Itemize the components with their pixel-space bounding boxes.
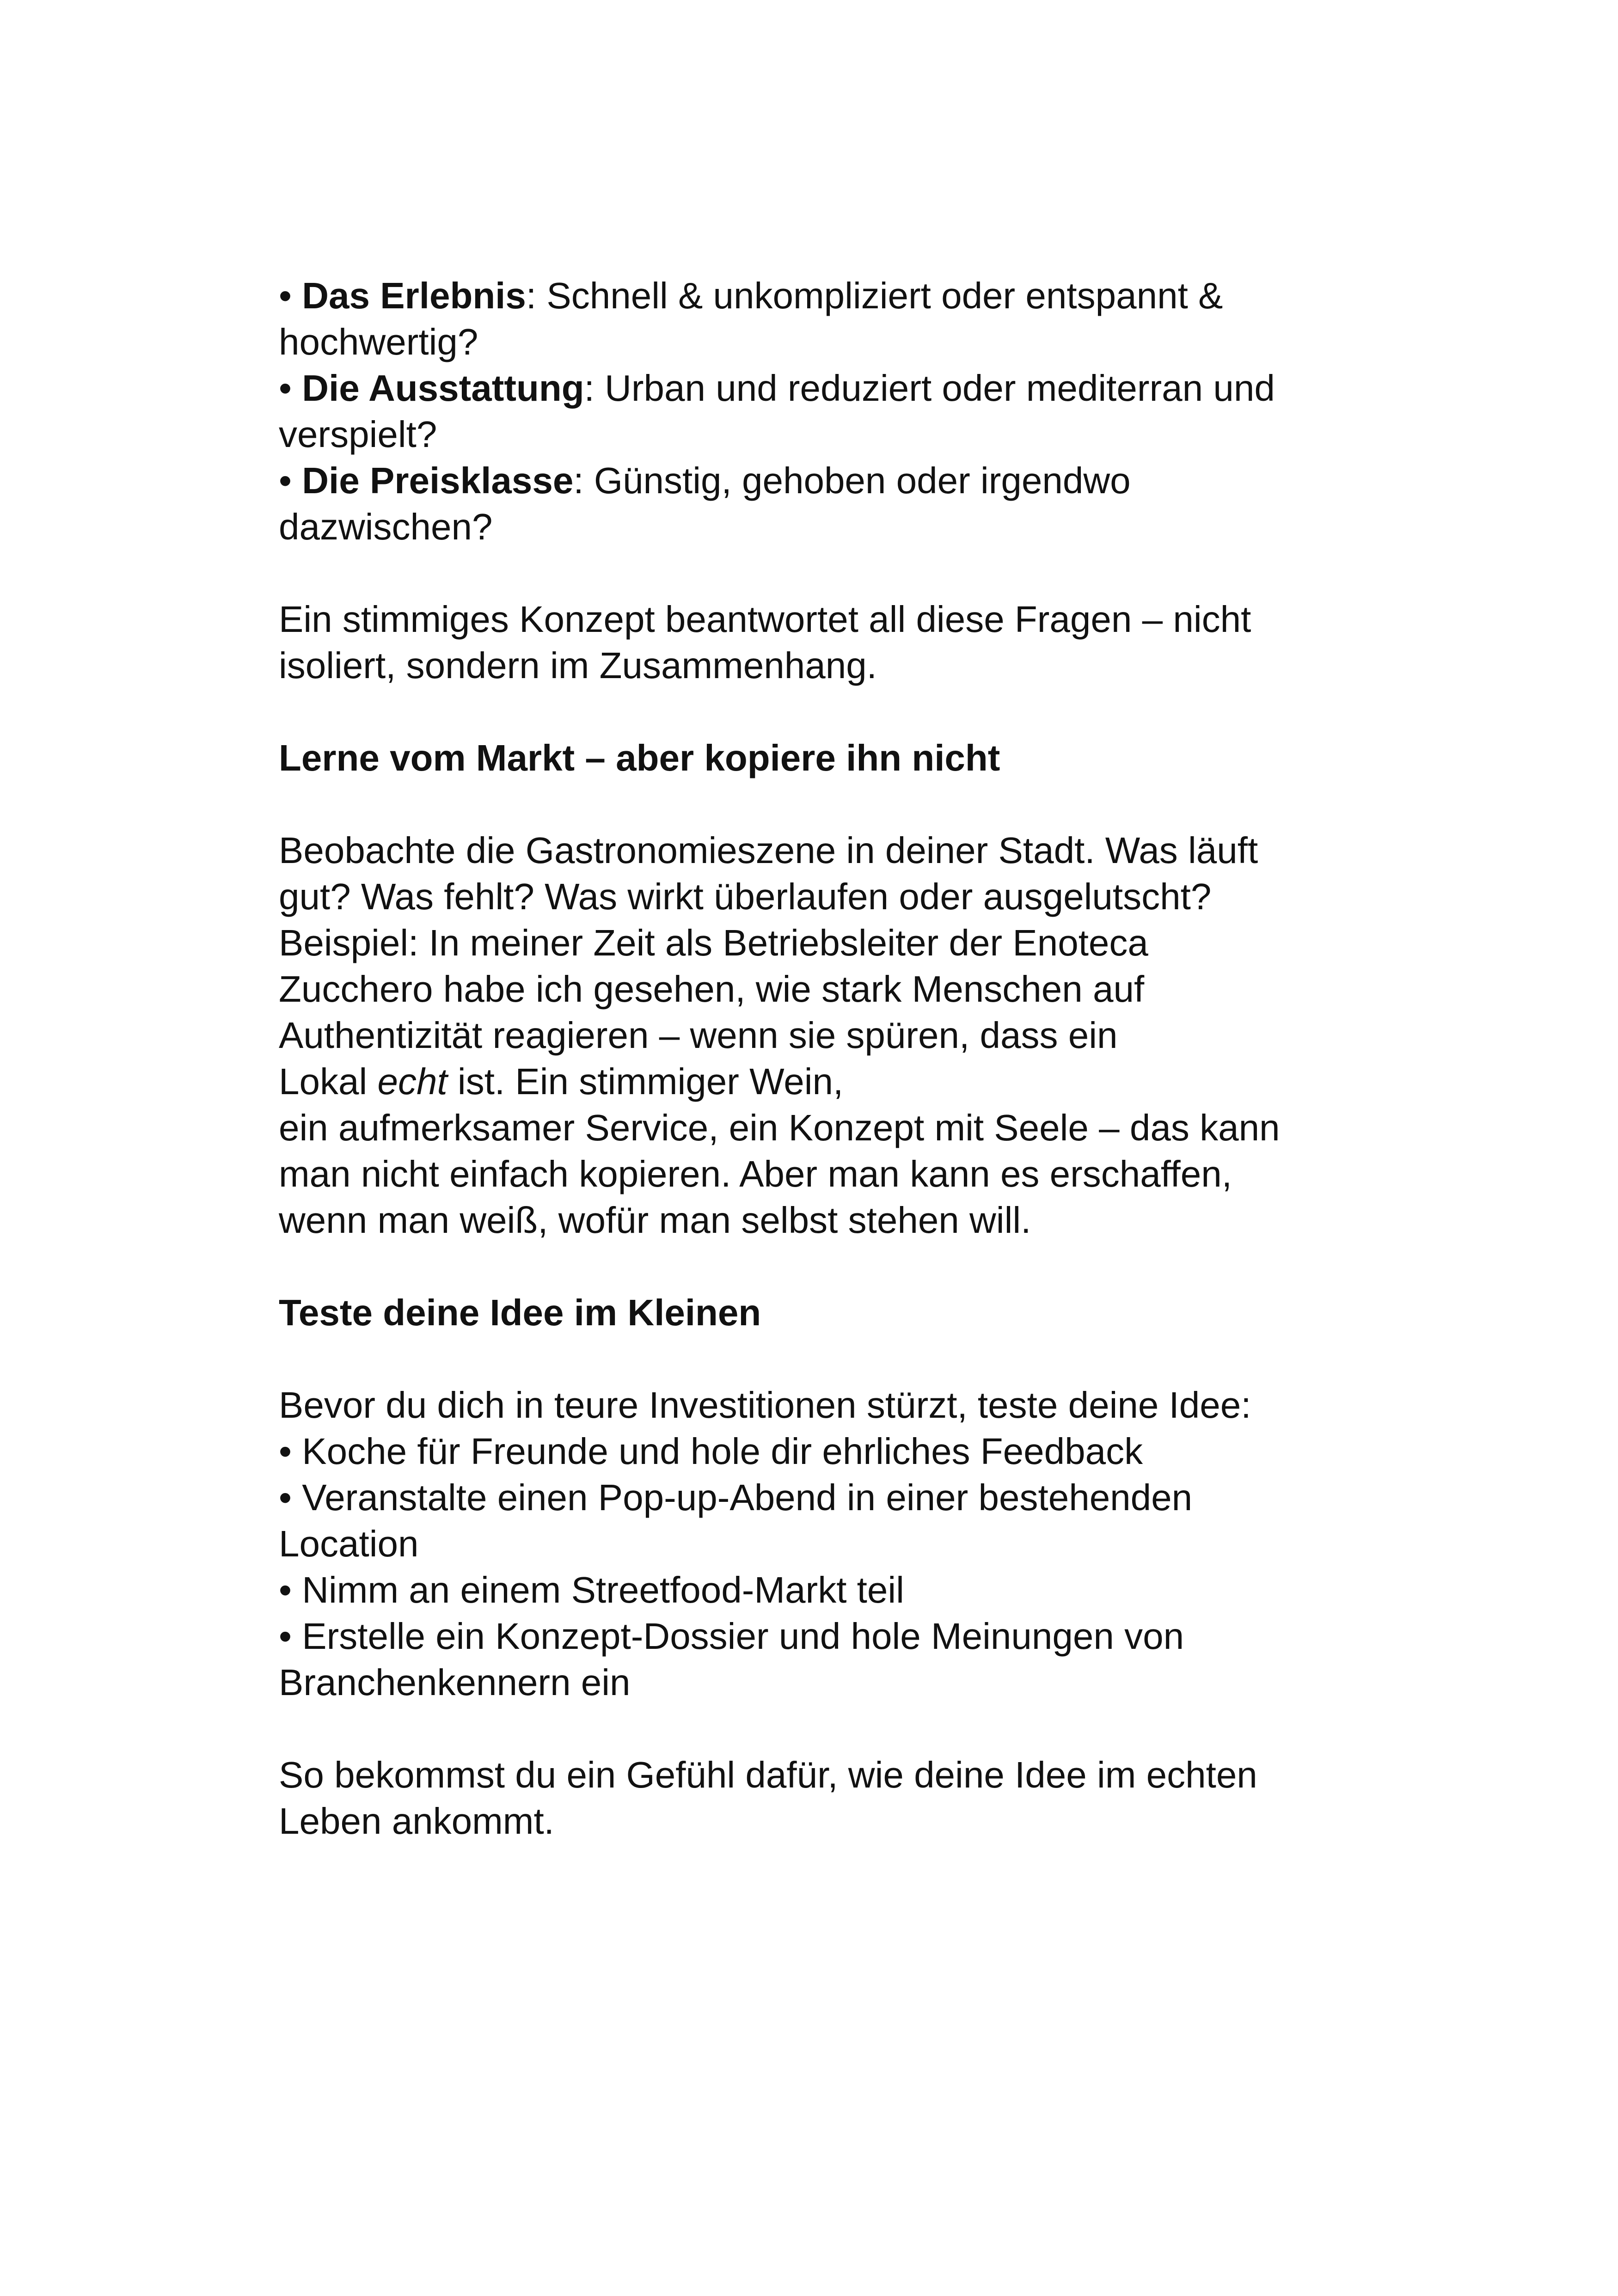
paragraph-line: isoliert, sondern im Zusammenhang. [279, 645, 877, 686]
bullet-glyph: • [279, 1616, 292, 1657]
list-item [279, 365, 1361, 411]
paragraph-line: man nicht einfach kopieren. Aber man kann es erschaffen, [279, 1153, 1232, 1194]
paragraph-gap [279, 1336, 1361, 1382]
paragraph-line: gut? Was fehlt? Was wirkt überlaufen oder ausgelutscht? [279, 876, 1212, 917]
list-item-label: Die Ausstattung [302, 367, 584, 409]
concept-paragraph [279, 596, 1361, 689]
intro-list [279, 273, 1361, 550]
bullet-glyph: • [279, 1431, 292, 1472]
bullet-glyph: • [279, 275, 292, 316]
bullet-glyph: • [279, 460, 292, 501]
document-body [279, 273, 1361, 1844]
list-item-text: Erstelle ein Konzept-Dossier und hole Meinungen von [302, 1616, 1184, 1657]
list-item-label: Die Preisklasse [302, 460, 574, 501]
test-paragraph [279, 1382, 1361, 1706]
list-item-continuation: Branchenkennern ein [279, 1662, 631, 1703]
paragraph-line [279, 1059, 1361, 1105]
list-item-continuation: dazwischen? [279, 506, 493, 547]
closing-paragraph [279, 1752, 1361, 1844]
list-item [279, 1613, 1361, 1659]
list-item-text: Nimm an einem Streetfood-Markt teil [302, 1569, 904, 1610]
list-item [279, 458, 1361, 504]
list-item-text: : Schnell & unkompliziert oder entspannt & [526, 275, 1223, 316]
list-item-continuation: Location [279, 1523, 419, 1564]
paragraph-line: Bevor du dich in teure Investitionen stürzt, teste deine Idee: [279, 1384, 1251, 1426]
lokal-emphasis: echt [377, 1061, 447, 1102]
bullet-glyph: • [279, 1477, 292, 1518]
paragraph-line: Beobachte die Gastronomieszene in deiner Stadt. Was läuft [279, 830, 1258, 871]
list-item-text: Veranstalte einen Pop-up-Abend in einer bestehenden [302, 1477, 1193, 1518]
list-item-text: : Günstig, gehoben oder irgendwo [573, 460, 1131, 501]
paragraph-line: Authentizität reagieren – wenn sie spüren, dass ein [279, 1015, 1118, 1056]
list-item [279, 1567, 1361, 1613]
list-item [279, 1428, 1361, 1475]
list-item-continuation: hochwertig? [279, 321, 478, 362]
paragraph-line: wenn man weiß, wofür man selbst stehen will. [279, 1200, 1031, 1241]
market-paragraph [279, 827, 1361, 1243]
paragraph-line: ein aufmerksamer Service, ein Konzept mit Seele – das kann [279, 1107, 1280, 1148]
list-item-text: : Urban und reduziert oder mediterran und [584, 367, 1275, 409]
paragraph-gap [279, 1243, 1361, 1290]
paragraph-line: Zucchero habe ich gesehen, wie stark Menschen auf [279, 968, 1145, 1010]
section-heading-market: Lerne vom Markt – aber kopiere ihn nicht [279, 737, 1000, 778]
list-item [279, 273, 1361, 319]
bullet-glyph: • [279, 1569, 292, 1610]
lokal-prefix: Lokal [279, 1061, 378, 1102]
list-item-label: Das Erlebnis [302, 275, 526, 316]
paragraph-line: Leben ankommt. [279, 1800, 554, 1842]
paragraph-gap [279, 689, 1361, 735]
paragraph-gap [279, 1706, 1361, 1752]
paragraph-gap [279, 550, 1361, 596]
bullet-glyph: • [279, 367, 292, 409]
list-item [279, 1475, 1361, 1521]
list-item-continuation: verspielt? [279, 414, 437, 455]
paragraph-line: Beispiel: In meiner Zeit als Betriebsleiter der Enoteca [279, 922, 1148, 963]
section-heading-test: Teste deine Idee im Kleinen [279, 1292, 761, 1333]
lokal-suffix: ist. Ein stimmiger Wein, [447, 1061, 844, 1102]
paragraph-gap [279, 781, 1361, 827]
paragraph-line: Ein stimmiges Konzept beantwortet all diese Fragen – nicht [279, 599, 1251, 640]
list-item-text: Koche für Freunde und hole dir ehrliches Feedback [302, 1431, 1143, 1472]
paragraph-line: So bekommst du ein Gefühl dafür, wie deine Idee im echten [279, 1754, 1257, 1795]
